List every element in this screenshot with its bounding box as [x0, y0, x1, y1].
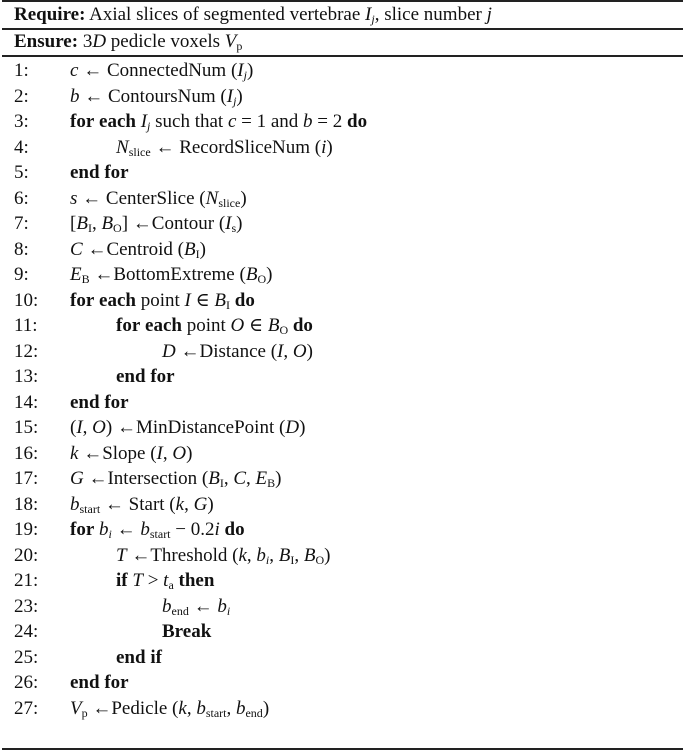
algorithm-line: [0, 262, 685, 288]
line-code: (I, O) ←MinDistancePoint (D): [70, 417, 306, 438]
line-code: end for: [70, 391, 129, 413]
line-code: Break: [162, 621, 212, 642]
line-number: 26:: [14, 672, 39, 693]
line-number: 1:: [14, 60, 29, 81]
line-number: 23:: [14, 595, 39, 617]
line-number: 3:: [14, 111, 29, 132]
line-code: end for: [70, 672, 129, 693]
algorithm-line: [0, 568, 685, 594]
line-number: 21:: [14, 570, 39, 591]
line-number: 9:: [14, 264, 29, 285]
line-code: $N_{slice}$ ← RecordSliceNum (i): [116, 136, 333, 159]
line-number: 4:: [14, 136, 29, 158]
line-number: 12:: [14, 340, 39, 362]
line-code: $b_{end}$ ← $b_i$: [162, 595, 231, 618]
line-number: 6:: [14, 187, 29, 209]
line-number: 16:: [14, 442, 39, 464]
algorithm-line: [0, 441, 685, 467]
algorithm-line: [0, 543, 685, 569]
ensure-line: [14, 29, 242, 55]
algorithm-line: [0, 517, 685, 543]
algorithm-line: [0, 670, 685, 696]
algorithm-line: [0, 186, 685, 212]
line-number: 15:: [14, 417, 39, 438]
line-code: T ←Threshold (k, $b_i$, $B_I$, $B_O$): [116, 544, 331, 567]
algorithm-line: [0, 339, 685, 365]
algorithm-line: [0, 135, 685, 161]
line-code: $b_{start}$ ← Start (k, G): [70, 493, 214, 516]
ensure-text: 3D pedicle voxels $V_p$: [82, 31, 243, 53]
algorithm-line: [0, 492, 685, 518]
line-number: 27:: [14, 697, 39, 719]
require-text: Axial slices of segmented vertebrae $I_j$, slice number j: [89, 4, 492, 26]
line-number: 5:: [14, 162, 29, 183]
line-code: b ← ContoursNum $(I_j)$: [70, 85, 243, 108]
line-code: for each point O ∈ $B_O$ do: [116, 315, 313, 337]
line-code: s ← CenterSlice $(N_{slice})$: [70, 187, 247, 210]
ensure-rule: [2, 55, 683, 57]
algorithm-line: [0, 645, 685, 671]
line-code: [$B_I$, $B_O$] ←Contour $(I_s)$: [70, 213, 243, 235]
line-number: 14:: [14, 391, 39, 413]
ensure-label: Ensure:: [14, 31, 79, 52]
line-number: 7:: [14, 213, 29, 234]
line-number: 10:: [14, 289, 39, 311]
algorithm-line: [0, 313, 685, 339]
line-number: 18:: [14, 493, 39, 515]
algorithm-line: [0, 364, 685, 390]
line-code: $E_B$ ←BottomExtreme $(B_O)$: [70, 264, 273, 286]
line-code: c ← ConnectedNum $(I_j)$: [70, 60, 254, 82]
algorithm-line: [0, 160, 685, 186]
line-number: 8:: [14, 238, 29, 260]
algorithm-line: [0, 415, 685, 441]
line-number: 24:: [14, 621, 39, 642]
algorithm-line: [0, 390, 685, 416]
line-code: G ←Intersection ($B_I$, C, $E_B$): [70, 468, 282, 490]
line-code: for each $I_j$ such that c = 1 and b = 2 do: [70, 111, 368, 133]
algorithm-line: [0, 84, 685, 110]
algorithm-line: [0, 619, 685, 645]
algorithm-line: [0, 288, 685, 314]
line-code: for $b_i$ ← $b_{start} - 0.2i$ do: [70, 519, 245, 541]
algorithm-line: [0, 237, 685, 263]
line-code: D ←Distance (I, O): [162, 340, 313, 362]
algorithm-line: [0, 696, 685, 722]
line-code: if $T > t_a$ then: [116, 570, 215, 592]
algorithm-line: [0, 466, 685, 492]
line-number: 2:: [14, 85, 29, 107]
line-number: 19:: [14, 519, 39, 540]
line-number: 20:: [14, 544, 39, 566]
line-code: k ←Slope (I, O): [70, 442, 193, 464]
line-number: 17:: [14, 468, 39, 489]
algorithm-line: [0, 594, 685, 620]
algorithm-line: [0, 211, 685, 237]
line-number: 25:: [14, 646, 39, 668]
require-line: [14, 2, 492, 28]
line-number: 11:: [14, 315, 38, 336]
line-code: $V_p$ ←Pedicle (k, $b_{start}$, $b_{end}$): [70, 697, 270, 720]
line-code: C ←Centroid $(B_I)$: [70, 238, 206, 261]
line-number: 13:: [14, 366, 39, 387]
line-code: end if: [116, 646, 162, 668]
require-label: Require:: [14, 4, 86, 25]
algorithm-body: [0, 58, 685, 721]
algorithm-line: [0, 58, 685, 84]
line-code: end for: [70, 162, 129, 183]
bottom-rule: [2, 748, 683, 750]
line-code: end for: [116, 366, 175, 387]
algorithm-line: [0, 109, 685, 135]
line-code: for each point I ∈ $B_I$ do: [70, 289, 255, 312]
